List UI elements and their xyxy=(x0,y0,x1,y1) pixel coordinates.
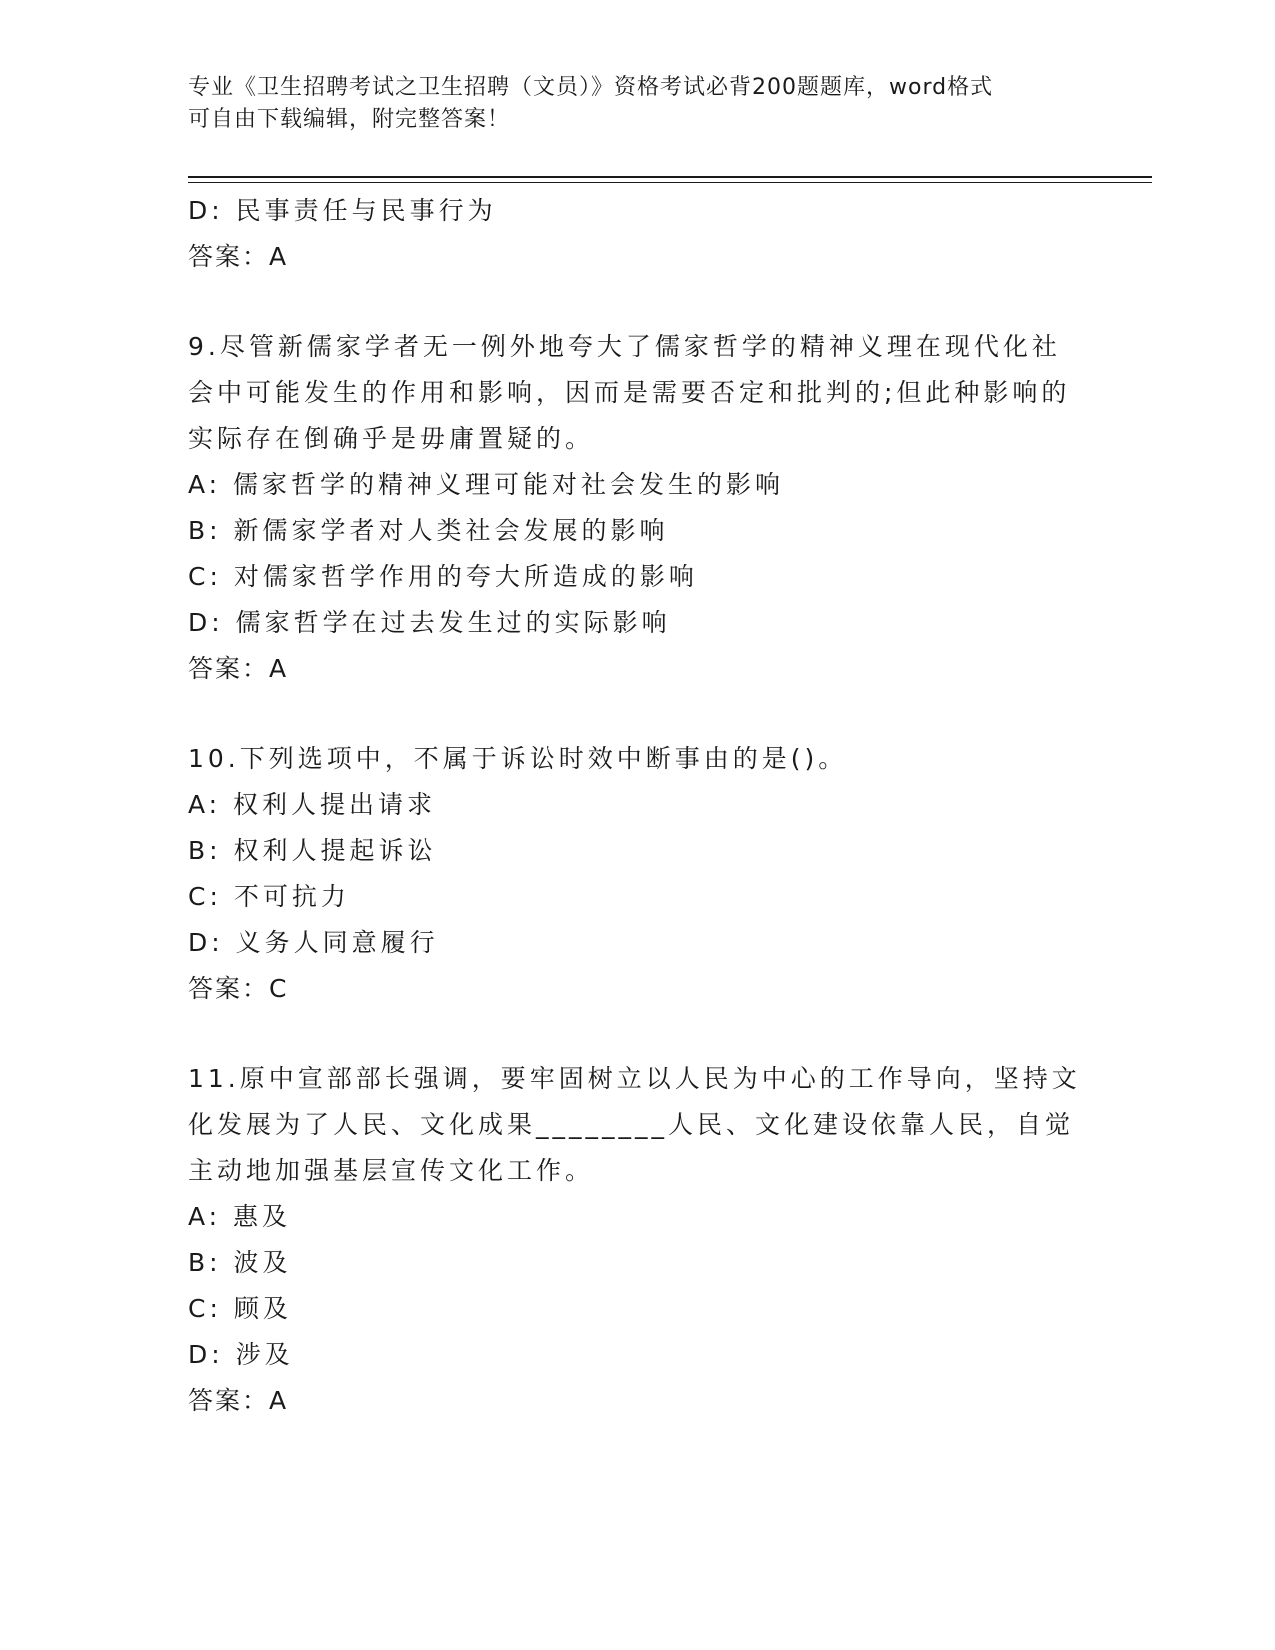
option-c: C: 对儒家哲学作用的夸大所造成的影响 xyxy=(188,562,698,591)
option-b: B: 波及 xyxy=(188,1248,292,1277)
question-stem-line: 实际存在倒确乎是毋庸置疑的。 xyxy=(188,424,595,453)
question-spacer xyxy=(188,1012,1088,1056)
option-d: D: 儒家哲学在过去发生过的实际影响 xyxy=(188,608,671,637)
option-c: C: 不可抗力 xyxy=(188,882,350,911)
document-header xyxy=(188,72,1088,136)
option-b: B: 新儒家学者对人类社会发展的影响 xyxy=(188,516,669,545)
question-stem-line: 9.尽管新儒家学者无一例外地夸大了儒家哲学的精神义理在现代化社 xyxy=(188,332,1061,361)
header-divider-thin xyxy=(188,182,1152,183)
question-stem-line: 主动地加强基层宣传文化工作。 xyxy=(188,1156,595,1185)
option-d: D: 义务人同意履行 xyxy=(188,928,439,957)
answer-line: 答案：A xyxy=(188,654,289,683)
header-title-line-1: 专业《卫生招聘考试之卫生招聘（文员）》资格考试必背200题题库，word格式 xyxy=(188,75,994,100)
answer-line: 答案：A xyxy=(188,1386,289,1415)
header-divider-thick xyxy=(188,176,1152,178)
option-d: D: 民事责任与民事行为 xyxy=(188,196,497,225)
question-spacer xyxy=(188,280,1088,324)
answer-line: 答案：A xyxy=(188,242,289,271)
question-11 xyxy=(188,1056,1088,1424)
question-stem-line: 会中可能发生的作用和影响，因而是需要否定和批判的;但此种影响的 xyxy=(188,378,1071,407)
option-c: C: 顾及 xyxy=(188,1294,292,1323)
header-title-line-2: 可自由下载编辑，附完整答案！ xyxy=(188,107,511,132)
question-10 xyxy=(188,736,1088,1012)
answer-line: 答案：C xyxy=(188,974,289,1003)
option-a: A: 权利人提出请求 xyxy=(188,790,437,819)
option-d: D: 涉及 xyxy=(188,1340,294,1369)
option-a: A: 儒家哲学的精神义理可能对社会发生的影响 xyxy=(188,470,785,499)
question-9 xyxy=(188,324,1088,692)
option-b: B: 权利人提起诉讼 xyxy=(188,836,437,865)
question-spacer xyxy=(188,692,1088,736)
question-stem-line: 11.原中宣部部长强调，要牢固树立以人民为中心的工作导向，坚持文 xyxy=(188,1064,1081,1093)
question-stem-line: 10.下列选项中，不属于诉讼时效中断事由的是()。 xyxy=(188,744,848,773)
question-stem-line: 化发展为了人民、文化成果________人民、文化建设依靠人民，自觉 xyxy=(188,1110,1075,1139)
question-list xyxy=(188,188,1088,1424)
option-a: A: 惠及 xyxy=(188,1202,292,1231)
previous-question-tail xyxy=(188,188,1088,280)
